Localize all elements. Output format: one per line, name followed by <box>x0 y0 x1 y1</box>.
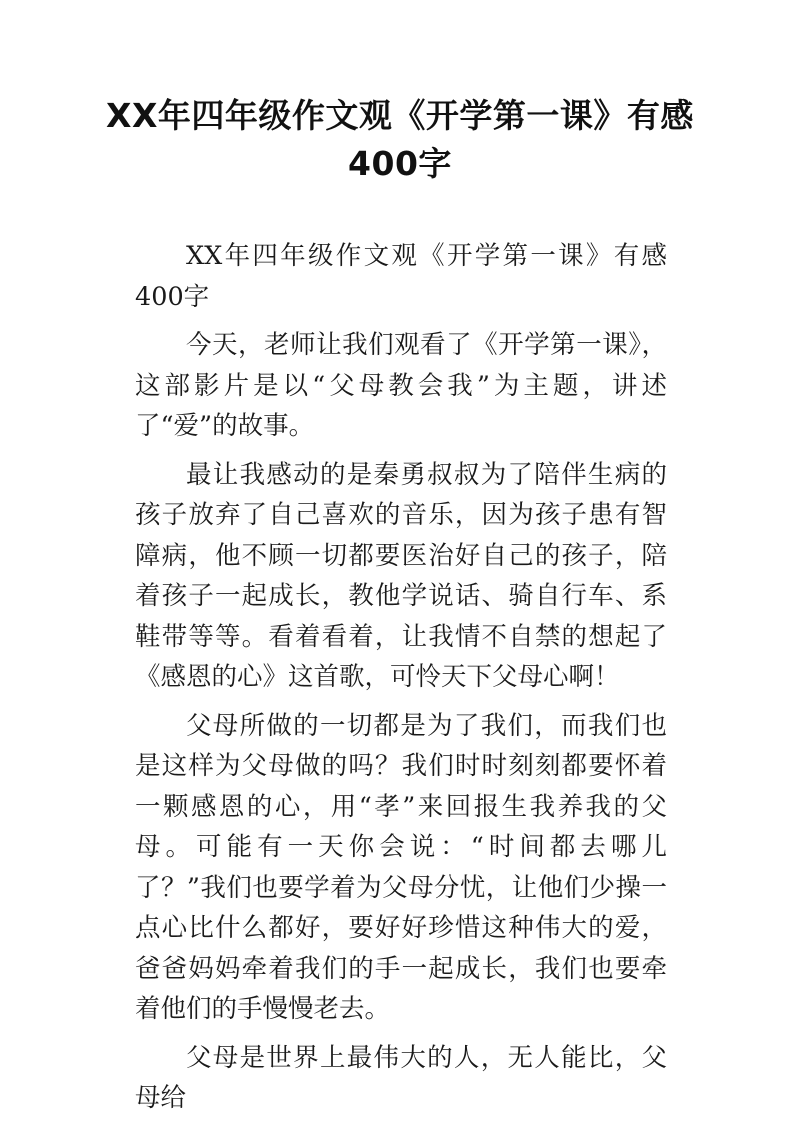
paragraph: 父母是世界上最伟大的人，无人能比，父母给 <box>135 1042 667 1113</box>
paragraph: 最让我感动的是秦勇叔叔为了陪伴生病的孩子放弃了自己喜欢的音乐，因为孩子患有智障病，他不顾一切都要医治好自己的孩子，陪着孩子一起成长，教他学说话、骑自行车、系鞋带等等。看着看着，让我情不自禁的想起了《感恩的心》这首歌，可怜天下父母心啊！ <box>135 459 667 692</box>
paragraph: 父母所做的一切都是为了我们，而我们也是这样为父母做的吗？我们时时刻刻都要怀着一颗感恩的心，用“孝”来回报生我养我的父母。可能有一天你会说：“时间都去哪儿了？”我们也要学着为父母分忧，让他们少操一点心比什么都好，要好好珍惜这种伟大的爱，爸爸妈妈牵着我们的手一起成长，我们也要牵着他们的手慢慢老去。 <box>135 710 667 1024</box>
document-body <box>135 236 667 1127</box>
paragraph-subtitle: XX年四年级作文观《开学第一课》有感400字 <box>135 241 667 312</box>
paragraph: 今天，老师让我们观看了《开学第一课》，这部影片是以“父母教会我”为主题，讲述了“爱”的故事。 <box>135 330 667 441</box>
document-title: XX年四年级作文观《开学第一课》有感400字 <box>106 96 694 183</box>
